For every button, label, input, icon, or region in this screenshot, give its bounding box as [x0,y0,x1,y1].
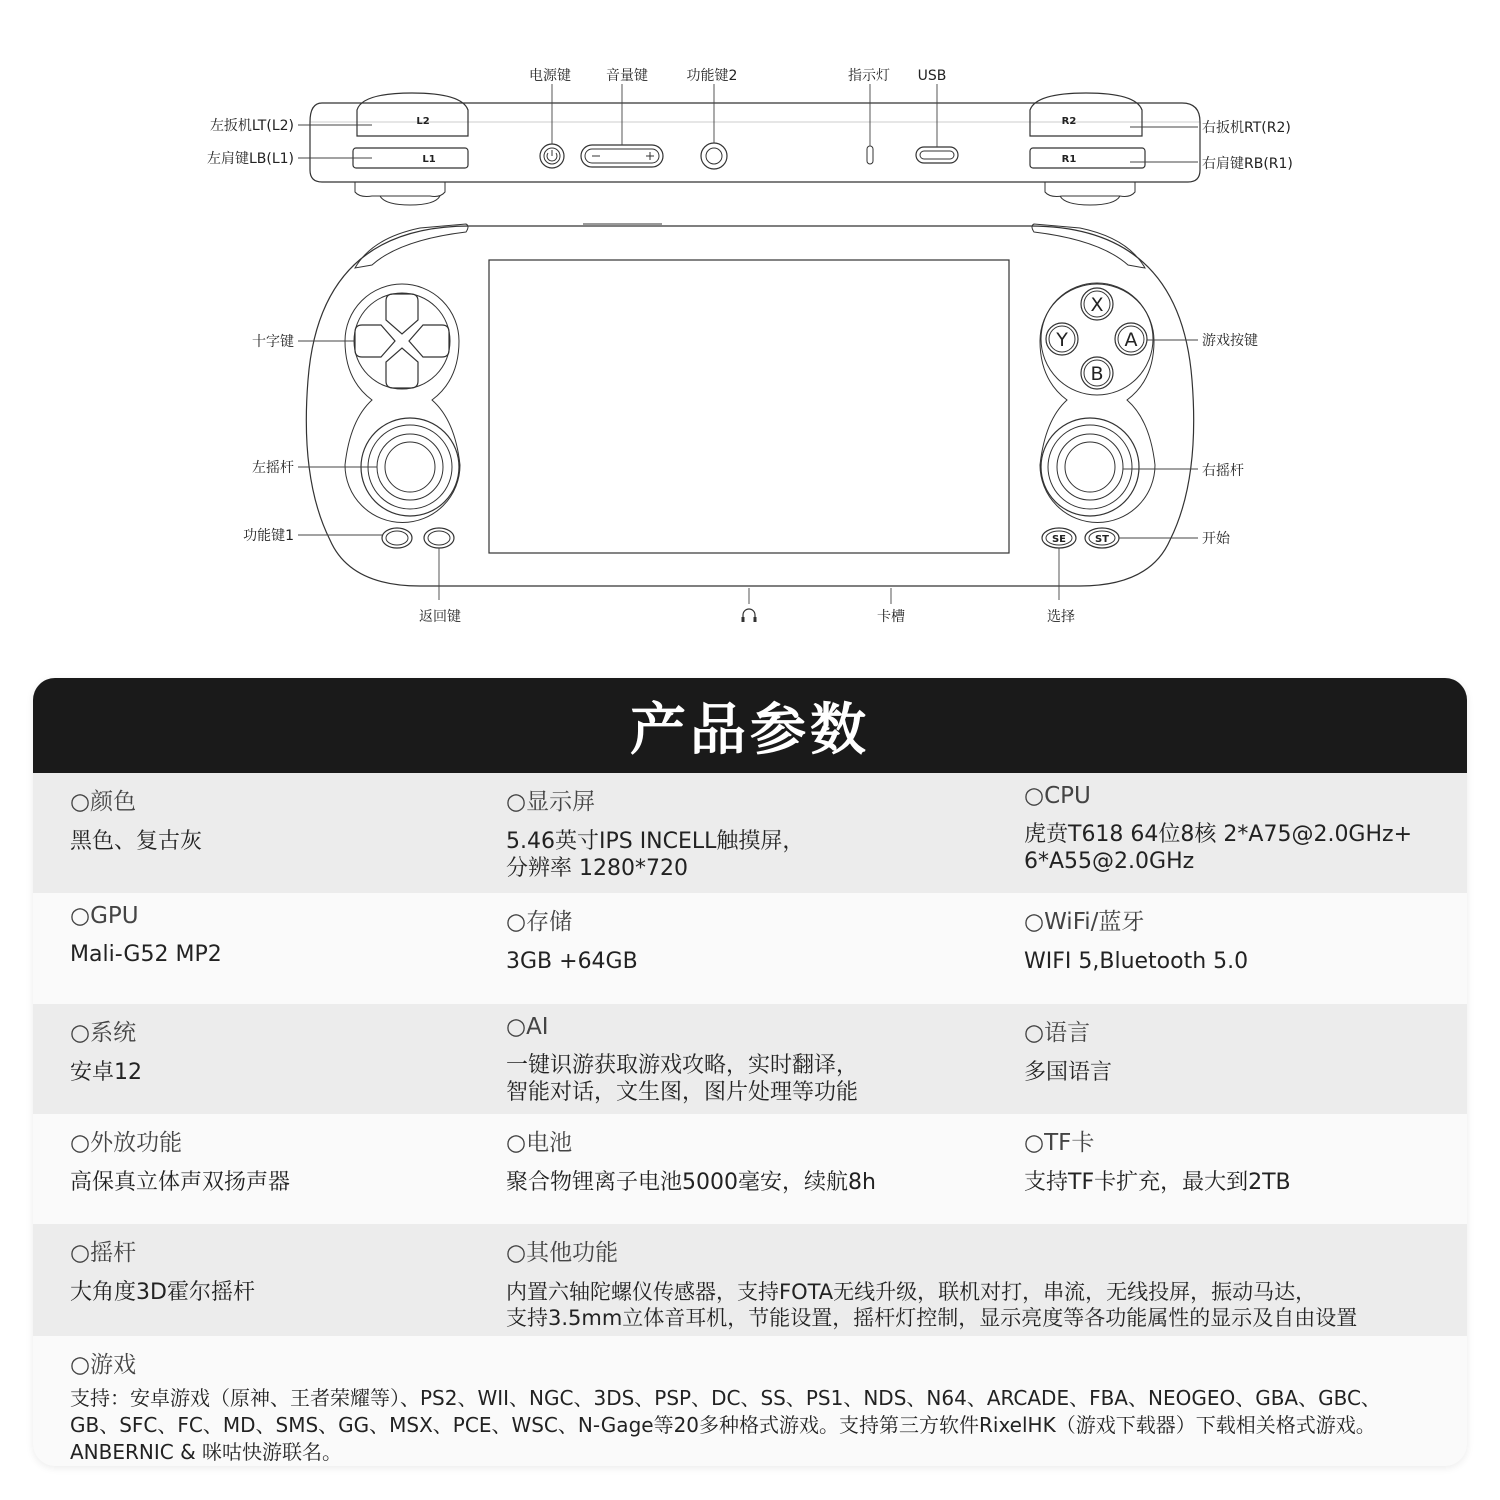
function-2-button[interactable] [701,143,727,169]
usb-c-port[interactable] [916,147,958,163]
spec-color-value: 黑色、复古灰 [70,829,203,854]
r2-label: R2 [1061,116,1077,127]
st-label: ST [1094,534,1110,545]
se-label: SE [1051,534,1067,545]
spec-title: 产品参数 [33,678,1467,773]
spec-row [33,1004,1467,1114]
dpad[interactable] [354,293,450,389]
spec-gpu-value: Mali-G52 MP2 [70,942,222,967]
spec-other-value: 内置六轴陀螺仪传感器，支持FOTA无线升级，联机对打，串流，无线投屏，振动马达， 支持3.5mm立体音耳机，节能设置，摇杆灯控制，显示亮度等各功能属性的显示及自由设置 [506,1280,1358,1330]
spec-speaker-value: 高保真立体声双扬声器 [70,1170,291,1195]
rt-label: 右扳机RT(R2) [1202,120,1291,136]
spec-speaker-title: ○外放功能 [70,1130,183,1156]
spec-games-title: ○游戏 [70,1352,137,1378]
card-slot-label: 卡槽 [877,609,905,625]
headphone-icon [742,609,757,622]
usb-label: USB [917,68,947,84]
spec-other-title: ○其他功能 [506,1240,619,1266]
l1-label: L1 [422,154,436,165]
indicator-label: 指示灯 [848,68,890,84]
abxy-label: 游戏按键 [1202,333,1258,349]
x-label: X [1090,294,1104,316]
spec-storage-title: ○存储 [506,909,573,935]
front-view [243,224,1258,625]
dpad-label: 十字键 [252,334,294,350]
device-body [306,226,1193,586]
spec-cpu-value: 虎贲T618 64位8核 2*A75@2.0GHz+ 6*A55@2.0GHz [1024,822,1413,874]
spec-display-value: 5.46英寸IPS INCELL触摸屏， 分辨率 1280*720 [506,829,805,881]
power-icon [547,150,557,161]
spec-display-title: ○显示屏 [506,789,596,815]
spec-row [33,1336,1467,1466]
l2-trigger[interactable] [357,93,468,136]
spec-row [33,893,1467,1004]
spec-os-value: 安卓12 [70,1060,142,1085]
spec-cpu-title: ○CPU [1024,783,1091,809]
spec-row [33,1224,1467,1336]
r1-shoulder[interactable] [1030,148,1145,168]
device-diagram [0,0,1500,650]
r2-trigger[interactable] [1030,93,1142,136]
spec-battery-title: ○电池 [506,1130,573,1156]
a-label: A [1124,329,1138,351]
spec-panel [33,678,1467,1466]
left-stick-label: 左摇杆 [252,460,294,476]
start-label: 开始 [1202,531,1230,547]
spec-tf-value: 支持TF卡扩充，最大到2TB [1024,1170,1291,1195]
b-label: B [1090,363,1104,385]
y-label: Y [1056,329,1068,351]
right-stick[interactable] [1041,418,1139,516]
spec-wifi-title: ○WiFi/蓝牙 [1024,909,1145,935]
spec-ai-title: ○AI [506,1014,549,1040]
spec-tf-title: ○TF卡 [1024,1130,1095,1156]
indicator-led [867,146,873,164]
spec-stick-title: ○摇杆 [70,1240,137,1266]
rb-label: 右肩键RB(R1) [1202,156,1293,172]
spec-language-title: ○语言 [1024,1020,1091,1046]
r1-label: R1 [1061,154,1077,165]
select-label: 选择 [1047,609,1075,625]
screen[interactable] [489,260,1009,553]
spec-gpu-title: ○GPU [70,903,139,929]
spec-storage-value: 3GB +64GB [506,949,638,974]
spec-wifi-value: WIFI 5,Bluetooth 5.0 [1024,949,1249,974]
spec-ai-value: 一键识游获取游戏攻略，实时翻译， 智能对话，文生图，图片处理等功能 [506,1053,859,1105]
spec-row [33,773,1467,893]
function-2-label: 功能键2 [686,68,738,84]
function-1-label: 功能键1 [243,528,294,544]
back-label: 返回键 [419,609,461,625]
lb-label: 左肩键LB(L1) [206,151,294,167]
spec-stick-value: 大角度3D霍尔摇杆 [70,1280,255,1305]
right-stick-label: 右摇杆 [1202,463,1244,479]
spec-color-title: ○颜色 [70,789,137,815]
spec-language-value: 多国语言 [1024,1060,1113,1085]
spec-games-value: 支持：安卓游戏（原神、王者荣耀等）、PS2、WII、NGC、3DS、PSP、DC、SS、PS1、NDS、N64、ARCADE、FBA、NEOGEO、GBA、GBC、 GB、SFC、FC、MD、SMS、GG、MSX、PCE、WSC、N-Gage等20多种格式游戏。支持第三方软件RixelHK（游戏下载器）下载相关格式游戏。 ANBERNIC & 咪咕快游联名。 [70,1386,1381,1464]
top-view [207,67,1293,205]
spec-battery-value: 聚合物锂离子电池5000毫安，续航8h [506,1170,876,1195]
spec-row [33,1114,1467,1224]
power-key-label: 电源键 [529,68,571,84]
l2-label: L2 [416,116,430,127]
spec-os-title: ○系统 [70,1020,137,1046]
lt-label: 左扳机LT(L2) [209,118,294,134]
volume-key-label: 音量键 [606,68,648,84]
